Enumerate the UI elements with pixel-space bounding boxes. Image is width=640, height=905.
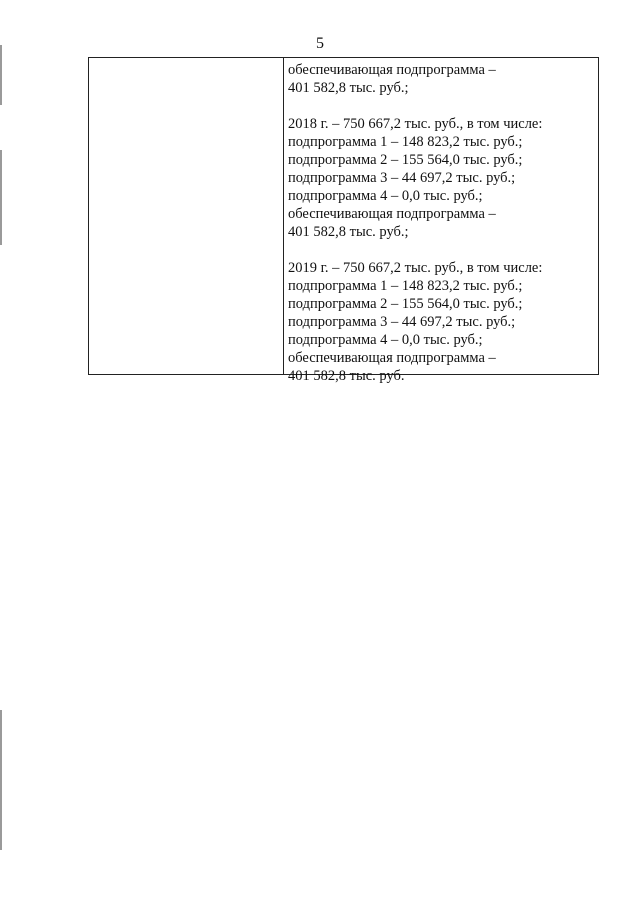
funding-table xyxy=(88,57,599,384)
scan-edge-middle xyxy=(0,150,2,245)
text-line: 2019 г. – 750 667,2 тыс. руб., в том числе: xyxy=(288,260,543,276)
text-line: подпрограмма 1 – 148 823,2 тыс. руб.; xyxy=(288,134,523,150)
text-line: 2018 г. – 750 667,2 тыс. руб., в том числе: xyxy=(288,116,543,132)
text-line: 401 582,8 тыс. руб.; xyxy=(288,224,409,240)
text-line: подпрограмма 2 – 155 564,0 тыс. руб.; xyxy=(288,296,523,312)
funding-block-2019 xyxy=(288,259,598,385)
table-left-cell xyxy=(89,58,284,374)
text-line: обеспечивающая подпрограмма – xyxy=(288,62,496,78)
funding-block-2017-continued xyxy=(288,61,598,97)
text-line: подпрограмма 1 – 148 823,2 тыс. руб.; xyxy=(288,278,523,294)
block-spacer xyxy=(288,241,598,259)
scan-edge-top xyxy=(0,45,2,105)
text-line: подпрограмма 4 – 0,0 тыс. руб.; xyxy=(288,188,483,204)
scan-edge-bottom xyxy=(0,710,2,850)
text-line: 401 582,8 тыс. руб.; xyxy=(288,80,409,96)
table-right-cell xyxy=(284,58,598,384)
text-line: подпрограмма 3 – 44 697,2 тыс. руб.; xyxy=(288,314,516,330)
text-line: обеспечивающая подпрограмма – xyxy=(288,206,496,222)
page-number: 5 xyxy=(316,35,324,52)
text-line: подпрограмма 4 – 0,0 тыс. руб.; xyxy=(288,332,483,348)
funding-block-2018 xyxy=(288,115,598,241)
text-line: 401 582,8 тыс. руб. xyxy=(288,368,405,384)
text-line: обеспечивающая подпрограмма – xyxy=(288,350,496,366)
text-line: подпрограмма 3 – 44 697,2 тыс. руб.; xyxy=(288,170,516,186)
block-spacer xyxy=(288,97,598,115)
text-line: подпрограмма 2 – 155 564,0 тыс. руб.; xyxy=(288,152,523,168)
